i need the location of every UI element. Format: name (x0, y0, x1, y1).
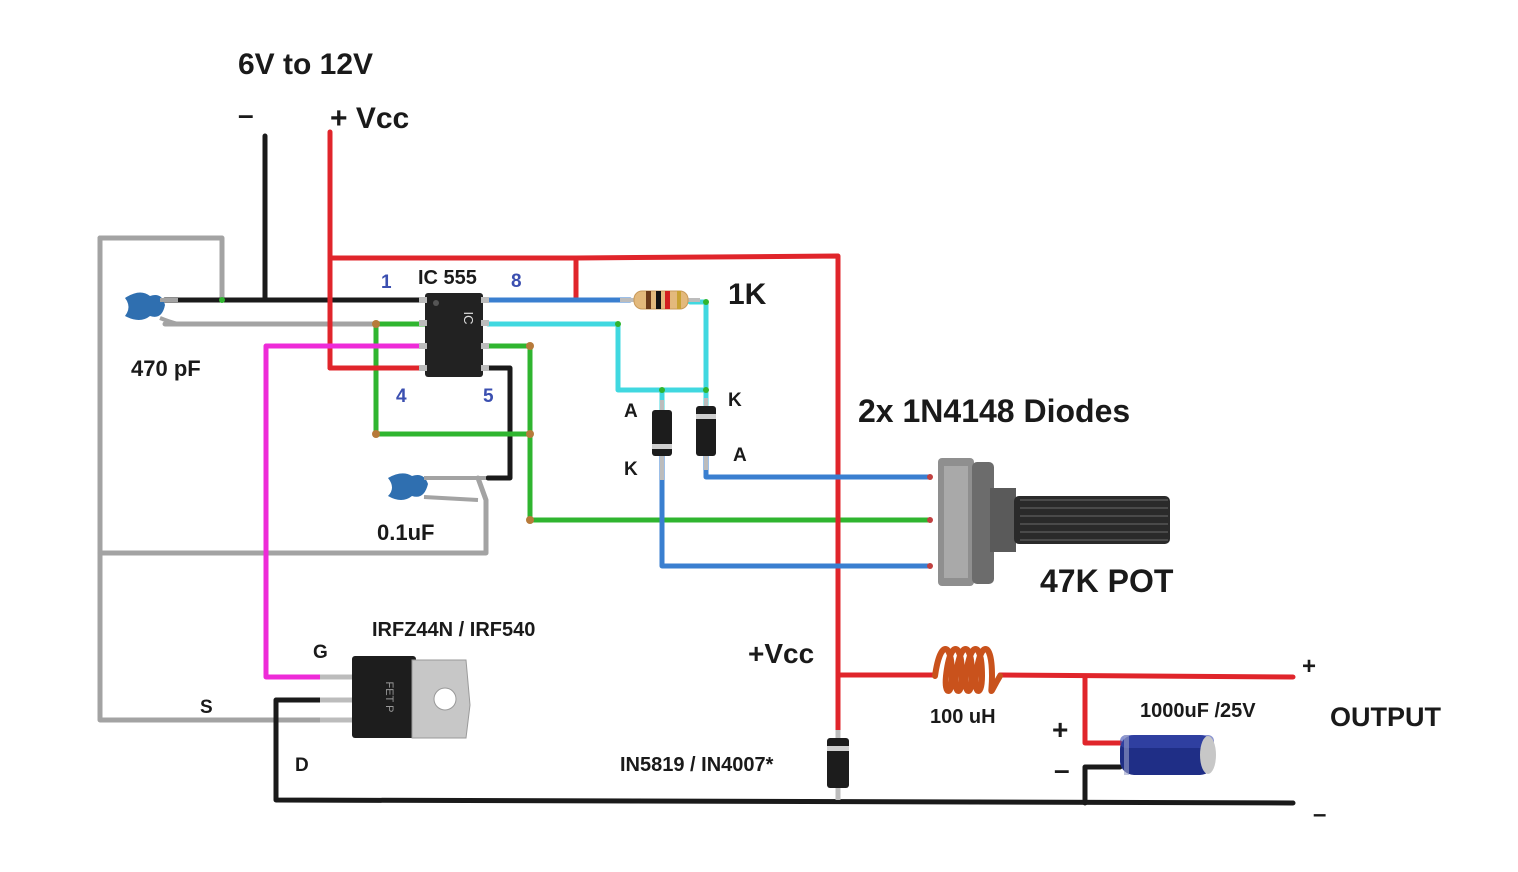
output-plus-label: + (1302, 653, 1317, 680)
cap-out-plus: + (1052, 714, 1069, 745)
diode-a2-label: A (733, 445, 747, 466)
cap-out-label: 1000uF /25V (1140, 700, 1256, 722)
diodes-label: 2x 1N4148 Diodes (858, 393, 1131, 429)
inductor-label: 100 uH (930, 706, 996, 728)
diode-k1-label: K (624, 459, 638, 480)
ic-body-text: IC (461, 311, 476, 325)
supply-range-label: 6V to 12V (238, 48, 374, 81)
ic-pin-8: 8 (511, 271, 522, 292)
diode-1n4148-left (652, 400, 672, 480)
cap-out-minus: – (1054, 754, 1070, 785)
ic-name-label: IC 555 (418, 267, 477, 289)
supply-neg-label: – (238, 99, 254, 130)
mosfet-irfz44n (320, 656, 470, 738)
cap-470pf (125, 292, 178, 324)
schottky-label: IN5819 / IN4007* (620, 754, 774, 776)
mosfet-body-text: FET P (383, 681, 395, 713)
inductor-100uh (935, 649, 1000, 691)
vcc2-label: +Vcc (748, 638, 815, 669)
ic-pin-1: 1 (381, 272, 392, 293)
ic-pin-4: 4 (396, 386, 407, 407)
cyan-wires (488, 302, 706, 410)
ic-555-chip (419, 293, 489, 377)
mosfet-g-label: G (313, 642, 328, 663)
supply-pos-label: + Vcc (330, 102, 410, 135)
mosfet-d-label: D (295, 755, 309, 776)
cap-0.1uf-label: 0.1uF (377, 520, 435, 545)
output-label: OUTPUT (1330, 702, 1441, 732)
mosfet-s-label: S (200, 697, 213, 718)
output-minus-label: – (1313, 801, 1327, 828)
resistor-label: 1K (728, 278, 767, 311)
pot-label: 47K POT (1040, 563, 1174, 599)
cap-470pf-label: 470 pF (131, 356, 201, 381)
cap-1000uf (1120, 735, 1216, 775)
mosfet-label: IRFZ44N / IRF540 (372, 619, 536, 641)
ic-pin-5: 5 (483, 386, 494, 407)
resistor-1k (620, 291, 700, 309)
black-wires (165, 136, 1293, 803)
diode-1n4148-right (696, 398, 716, 470)
cap-0.1uf (388, 473, 486, 500)
diode-a1-label: A (624, 401, 638, 422)
diode-k2-label: K (728, 390, 742, 411)
diode-schottky (827, 730, 849, 800)
